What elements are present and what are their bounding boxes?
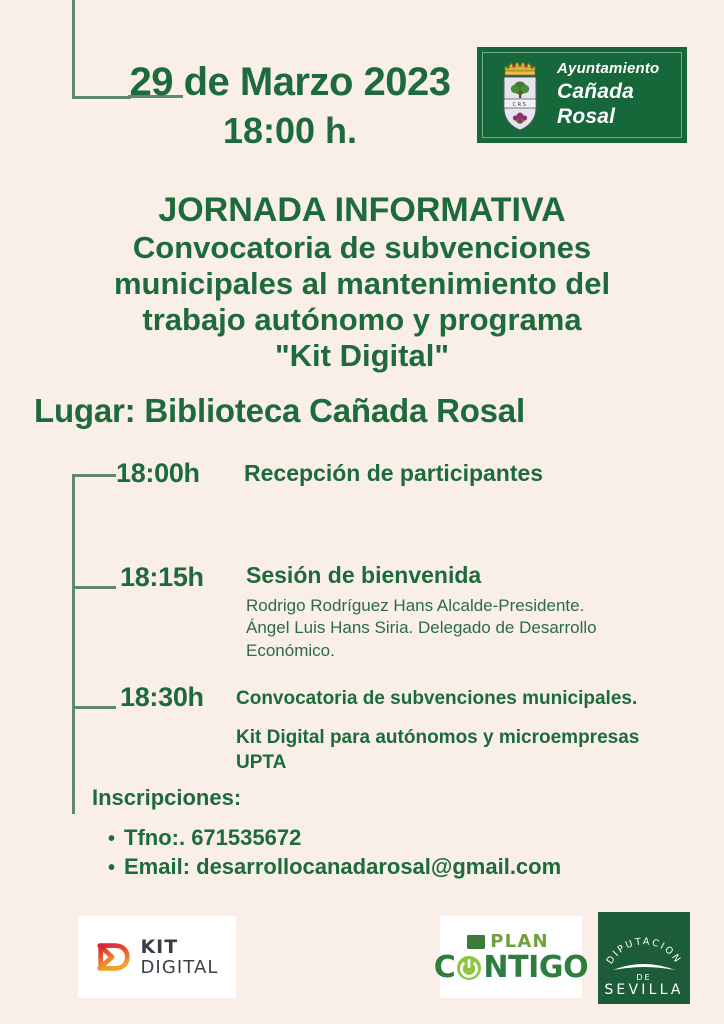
schedule-note-3 [236,725,656,776]
schedule-heading-3: Convocatoria de subvenciones municipales. [236,688,638,709]
schedule-heading-1: Recepción de participantes [244,460,544,486]
contigo-letter-c: C [433,950,456,985]
event-date: 29 de Marzo 2023 [129,60,451,104]
ayuntamiento-logo [477,47,687,143]
coat-of-arms-shield-icon [497,58,543,132]
schedule-entry-1 [244,459,543,488]
timeline-tick-2 [72,586,116,589]
plan-word: PLAN [490,931,549,952]
contigo-tail: NTIGO [483,950,589,985]
subtitle-line-3: trabajo autónomo y programa [142,301,582,337]
digital-word: DIGITAL [140,956,219,978]
subtitle-line-4: "Kit Digital" [274,338,450,373]
schedule-note-3-line-2: UPTA [236,752,287,774]
event-time: 18:00 h. [222,109,358,151]
schedule-time-1: 18:00h [116,458,200,488]
ayuntamiento-label: Ayuntamiento [557,60,660,78]
kit-digital-wordmark [140,937,218,976]
junta-andalucia-mark-icon [467,935,485,949]
svg-text:CRS: CRS [512,102,528,108]
schedule-note-2-line-3: Económico. [246,640,335,660]
svg-text:DIPUTACION: DIPUTACION [604,936,684,967]
schedule-entry-2 [246,561,646,662]
bullet-icon: • [108,828,116,850]
schedule-time-3: 18:30h [120,682,204,712]
subtitle-line-1: Convocatoria de subvenciones [132,229,592,265]
schedule-time-2: 18:15h [120,562,204,592]
diputacion-sevilla-mark-icon [600,914,688,1002]
timeline-tick-3 [72,706,116,709]
timeline-rail [72,474,75,814]
contigo-letters-rest [483,950,589,985]
power-button-icon [456,955,482,981]
contact-list [108,824,668,881]
schedule-note-2-line-2: Ángel Luis Hans Siria. Delegado de Desarrollo [246,618,597,638]
schedule-note-2-line-1: Rodrigo Rodríguez Hans Alcalde-Presidente. [246,595,585,615]
municipality-name: Cañada Rosal [557,80,635,129]
schedule-note-3-line-1: Kit Digital para autónomos y microempresas [236,726,640,748]
svg-text:SEVILLA: SEVILLA [604,982,684,998]
title-block [26,192,698,373]
schedule-entry-3 [236,687,656,776]
plan-contigo-logo [433,916,589,998]
diputacion-sevilla-logo [598,912,690,1004]
subtitle-line-2: municipales al mantenimiento del [113,265,611,301]
kit-digital-d-mark-icon [95,938,133,976]
bullet-icon: • [108,856,116,879]
email-text: Email: desarrollocanadarosal@gmail.com [124,853,562,879]
kit-word: KIT [140,936,179,959]
schedule-note-2 [246,595,646,662]
phone-text: Tfno:. 671535672 [124,825,302,850]
inscriptions-label: Inscripciones: [92,785,242,810]
kit-digital-logo [78,916,236,998]
list-item [108,853,668,882]
contigo-wordmark [433,950,589,985]
event-date-block [120,60,460,152]
timeline-tick-1 [72,474,116,477]
list-item [108,824,668,853]
venue-line: Lugar: Biblioteca Cañada Rosal [34,392,525,429]
schedule-heading-2: Sesión de bienvenida [246,562,482,588]
ayuntamiento-logo-text [557,60,687,129]
svg-text:DE: DE [636,973,652,982]
plan-contigo-top-row [467,931,548,952]
page-title: JORNADA INFORMATIVA [158,191,566,229]
